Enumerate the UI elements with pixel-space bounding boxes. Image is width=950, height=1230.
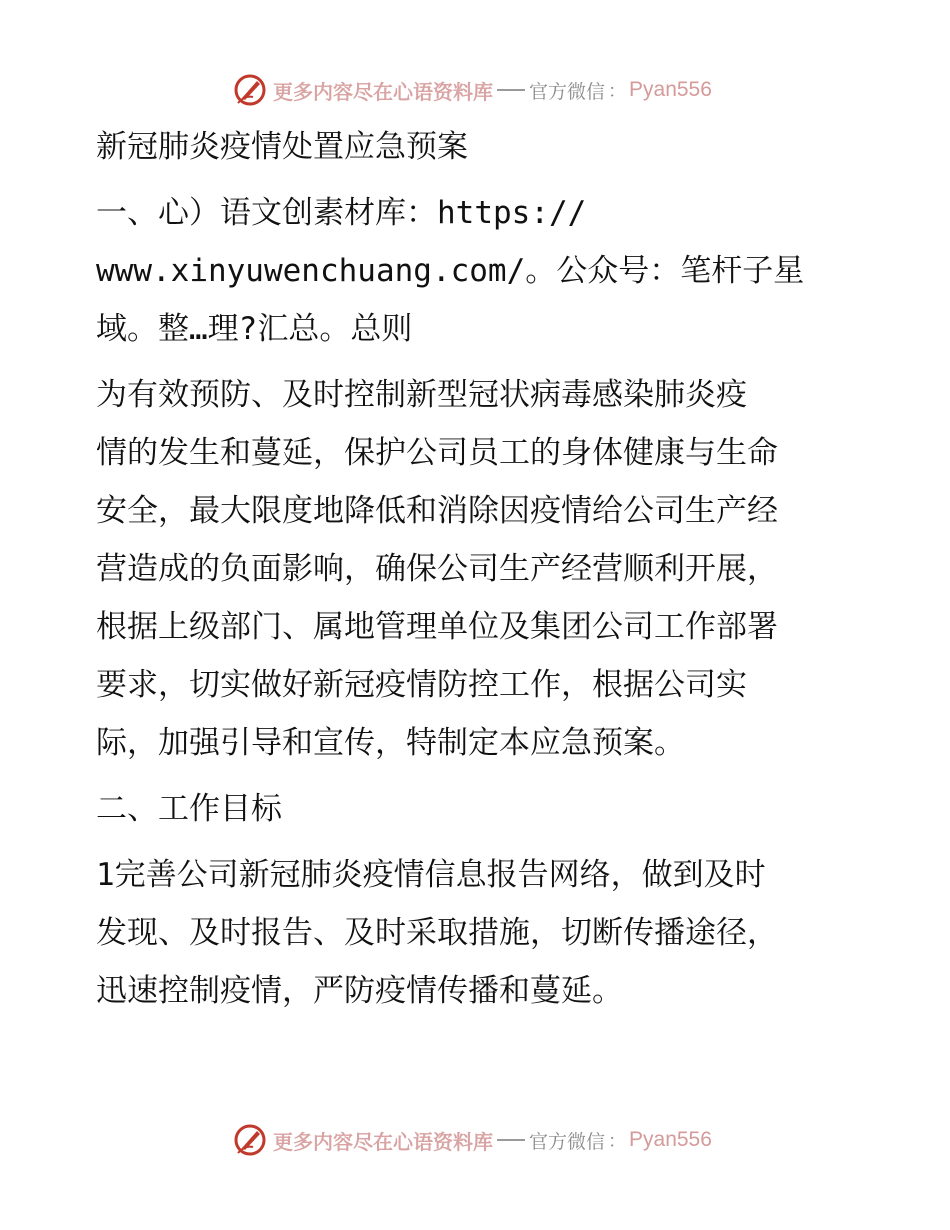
text-line: 1完善公司新冠肺炎疫情信息报告网络，做到及时 — [96, 857, 766, 893]
text-line: 根据上级部门、属地管理单位及集团公司工作部署 — [96, 609, 778, 645]
wechat-label: 官方微信 — [529, 1130, 606, 1153]
text-line: 安全，最大限度地降低和消除因疫情给公司生产经 — [96, 493, 778, 529]
banner-dash — [497, 1139, 525, 1141]
paragraph-1 — [96, 366, 856, 772]
wechat-label: 官方微信 — [529, 80, 606, 103]
banner-separator: ： — [608, 81, 627, 102]
footer-banner — [233, 1120, 712, 1160]
text-line: 二、工作目标 — [96, 791, 282, 827]
section-2-heading — [96, 780, 856, 838]
text-line: www.xinyuwenchuang.com/。公众号：笔杆子星 — [96, 253, 805, 289]
paragraph-2 — [96, 846, 856, 1020]
wechat-id: Pyan556 — [629, 78, 712, 101]
quill-logo-icon — [233, 73, 267, 107]
banner-dash — [497, 89, 525, 91]
banner-separator: ： — [608, 1131, 627, 1152]
text-line: 迅速控制疫情，严防疫情传播和蔓延。 — [96, 973, 623, 1009]
text-line: 发现、及时报告、及时采取措施，切断传播途径， — [96, 915, 778, 951]
quill-logo-icon — [233, 1123, 267, 1157]
brand-text: 更多内容尽在心语资料库 — [273, 79, 493, 104]
text-line: 一、心）语文创素材库：https:// — [96, 195, 587, 231]
section-1-heading — [96, 184, 856, 358]
document-body — [96, 118, 856, 1020]
text-line: 域。整…理?汇总。总则 — [96, 311, 413, 347]
document-title: 新冠肺炎疫情处置应急预案 — [96, 129, 468, 165]
text-line: 情的发生和蔓延，保护公司员工的身体健康与生命 — [96, 435, 778, 471]
header-banner — [233, 70, 712, 110]
text-line: 为有效预防、及时控制新型冠状病毒感染肺炎疫 — [96, 377, 747, 413]
text-line: 要求，切实做好新冠疫情防控工作，根据公司实 — [96, 667, 747, 703]
brand-text: 更多内容尽在心语资料库 — [273, 1129, 493, 1154]
wechat-id: Pyan556 — [629, 1128, 712, 1151]
text-line: 营造成的负面影响，确保公司生产经营顺利开展， — [96, 551, 778, 587]
text-line: 际，加强引导和宣传，特制定本应急预案。 — [96, 725, 685, 761]
